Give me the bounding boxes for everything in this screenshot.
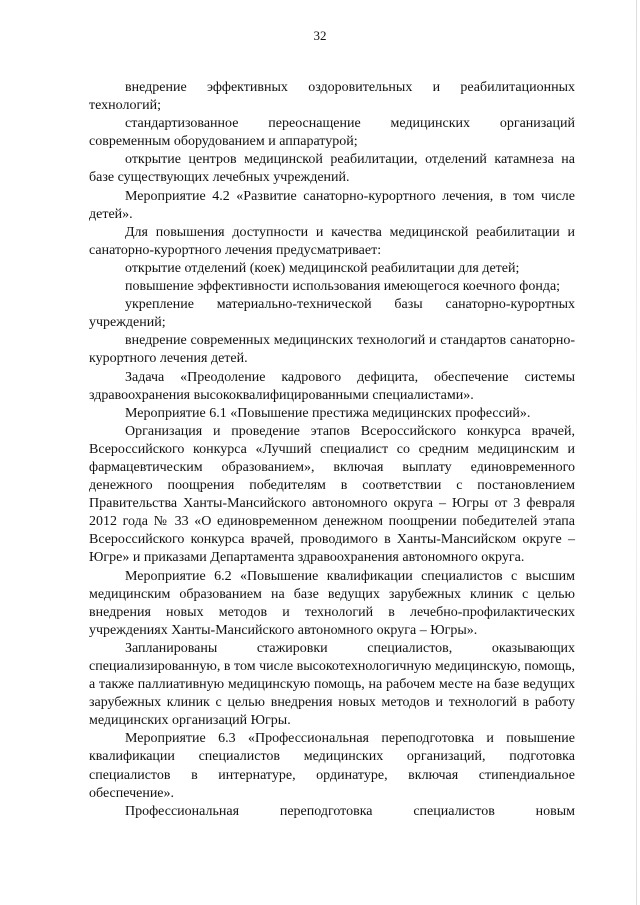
paragraph: укрепление материально-технической базы санаторно-курортных учреждений; (89, 297, 575, 331)
paragraph: Для повышения доступности и качества медицинской реабилитации и санаторно-курортного лечения предусматривает: (89, 224, 575, 258)
paragraph: повышение эффективности использования имеющегося коечного фонда; (125, 279, 561, 295)
scan-edge (636, 0, 637, 905)
paragraph: Мероприятие 6.2 «Повышение квалификации специалистов с высшим медицинским образованием на базе ведущих зарубежных клиник с целью внедрения новых методов и технологий в лечебно-профилактических учреждениях Ханты-Мансийского автономного округа – Югры». (89, 568, 575, 638)
paragraph: стандартизованное переоснащение медицинских организаций современным оборудованием и аппаратурой; (89, 116, 575, 150)
paragraph: Мероприятие 4.2 «Развитие санаторно-курортного лечения, в том числе детей». (89, 188, 575, 222)
paragraph: Мероприятие 6.3 «Профессиональная переподготовка и повышение квалификации специалистов медицинских организаций, подготовка специалистов в интернатуре, ординатуре, включая стипендиальное обеспечение». (89, 731, 575, 801)
paragraph: Профессиональная переподготовка специалистов новым (125, 803, 575, 819)
paragraph: Запланированы стажировки специалистов, оказывающих специализированную, в том числе высокотехнологичную медицинскую, помощь, а также паллиативную медицинскую помощь, на рабочем месте на базе ведущих зарубежных клиник с целью внедрения новых методов и технологий в работу медицинских организаций Югры. (89, 640, 575, 729)
paragraph: Организация и проведение этапов Всероссийского конкурса врачей, Всероссийского конкурса «Лучший специалист со средним медицинским и фармацевтическим образованием», включая выплату единовременного денежного поощрения победителям в соответствии с постановлением Правительства Ханты-Мансийского автономного округа – Югры от 3 февраля 2012 года № 33 «О единовременном денежном поощрении победителей этапа Всероссийского конкурса врачей, проводимого в Ханты-Мансийском округе – Югре» и приказами Департамента здравоохранения автономного округа. (89, 423, 575, 566)
paragraph: Задача «Преодоление кадрового дефицита, обеспечение системы здравоохранения высококвалифицированными специалистами». (89, 369, 575, 403)
paragraph: внедрение эффективных оздоровительных и реабилитационных технологий; (89, 80, 575, 114)
paragraph: внедрение современных медицинских технологий и стандартов санаторно-курортного лечения детей. (89, 333, 575, 367)
paragraph: Мероприятие 6.1 «Повышение престижа медицинских профессий». (125, 405, 531, 421)
paragraph: открытие центров медицинской реабилитации, отделений катамнеза на базе существующих лечебных учреждений. (89, 152, 575, 186)
document-body (89, 79, 575, 821)
paragraph: открытие отделений (коек) медицинской реабилитации для детей; (125, 260, 520, 276)
page-number: 32 (313, 28, 327, 43)
